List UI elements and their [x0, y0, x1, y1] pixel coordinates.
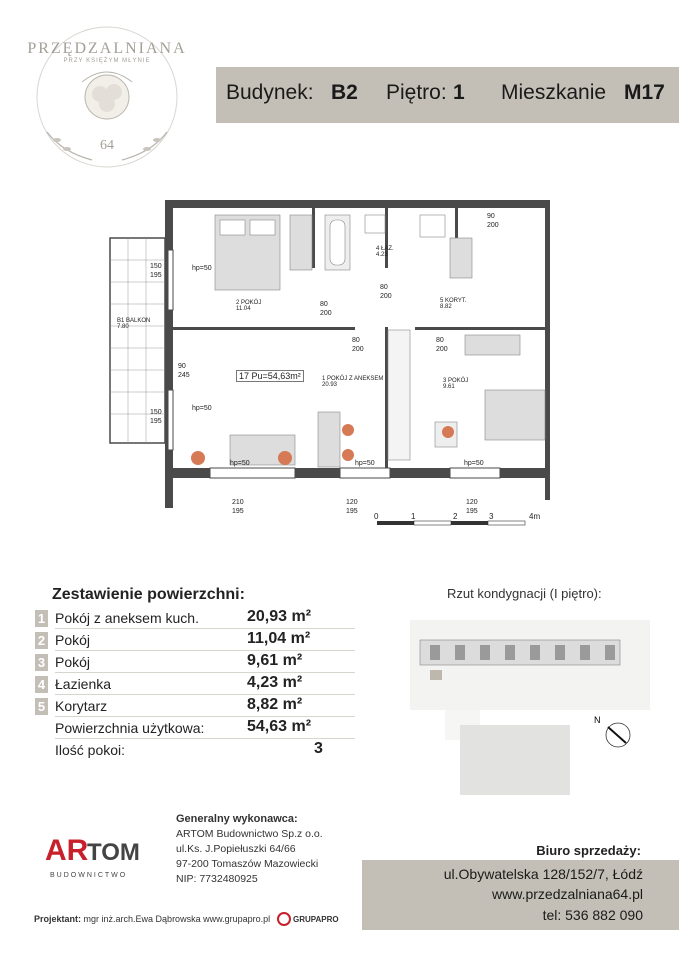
- summary-row: [35, 698, 355, 716]
- dim-door-room2: 80 200: [320, 301, 332, 317]
- hp-label-3: hp=50: [230, 460, 250, 467]
- floor-plan: [90, 190, 550, 530]
- room-5-label: 5 KORYT. 8.82: [440, 298, 467, 310]
- rooms-count-value: 3: [314, 740, 323, 757]
- room-1-label: 1 POKÓJ Z ANEKSEM 20.93: [322, 376, 384, 388]
- row-number: 2: [35, 632, 48, 649]
- room-2-label: 2 POKÓJ 11.04: [236, 300, 262, 312]
- header-band: [216, 67, 679, 123]
- grupapro-logo: [276, 908, 346, 930]
- pietro-label: Piętro:: [386, 81, 447, 104]
- row-divider: [55, 628, 355, 629]
- mieszkanie-label: Mieszkanie: [501, 81, 607, 104]
- total-value: 54,63 m²: [247, 718, 312, 735]
- row-divider: [55, 650, 355, 651]
- contractor-line: NIP: 7732480925: [176, 873, 258, 885]
- mieszkanie-value: M17: [624, 81, 665, 104]
- row-value: 20,93 m²: [247, 608, 312, 625]
- row-label: Korytarz: [55, 698, 108, 714]
- contractor-block: [176, 812, 323, 887]
- summary-rooms-row: [35, 742, 355, 760]
- north-label: N: [594, 715, 601, 725]
- dim-window-3: 120 195: [466, 499, 478, 515]
- summary-total-row: [35, 720, 355, 738]
- dim-entry-door: 90 200: [487, 213, 499, 229]
- hp-label-2: hp=50: [192, 405, 212, 412]
- row-label: Pokój: [55, 654, 91, 670]
- summary-row: [35, 676, 355, 694]
- budynek-label: Budynek:: [226, 81, 314, 104]
- row-divider: [55, 738, 355, 739]
- contractor-title: Generalny wykonawca:: [176, 813, 298, 825]
- room-4-label: 4 ŁAZ. 4.23: [376, 246, 394, 258]
- artom-sub: BUDOWNICTWO: [50, 872, 128, 879]
- rooms-count-label: Ilość pokoi:: [55, 742, 126, 758]
- sales-website[interactable]: www.przedzalniana64.pl: [492, 886, 643, 902]
- row-divider: [55, 716, 355, 717]
- hp-label-1: hp=50: [192, 265, 212, 272]
- summary-row: [35, 654, 355, 672]
- artom-brand-ar: AR: [45, 834, 89, 867]
- balcony-label: B1 BALKON 7.80: [117, 318, 151, 330]
- unit-area-label: 17 Pu=54,63m²: [236, 370, 304, 382]
- logo-name: PRZĘDZALNIANA: [27, 40, 187, 57]
- scale-2: 2: [453, 512, 458, 521]
- designer-text: mgr inż.arch.Ewa Dąbrowska www.grupapro.pl: [83, 914, 271, 924]
- logo-number: 64: [100, 138, 114, 153]
- sales-phone[interactable]: tel: 536 882 090: [542, 907, 643, 923]
- room-3-label: 3 POKÓJ 9.61: [443, 378, 469, 390]
- row-value: 8,82 m²: [247, 696, 303, 713]
- row-divider: [55, 694, 355, 695]
- dim-window-1: 210 195: [232, 499, 244, 515]
- artom-brand-tom: TOM: [87, 839, 140, 866]
- dim-door-room3: 80 200: [436, 337, 448, 353]
- row-number: 5: [35, 698, 48, 715]
- sales-band: [362, 860, 679, 930]
- row-label: Łazienka: [55, 676, 112, 692]
- dim-door-bath: 80 200: [380, 284, 392, 300]
- summary-row: [35, 632, 355, 650]
- grupapro-text: GRUPAPRO: [293, 915, 339, 924]
- contractor-line: ARTOM Budownictwo Sp.z o.o.: [176, 828, 323, 840]
- artom-logo: [45, 825, 165, 885]
- summary-row: [35, 610, 355, 628]
- dim-balcony-bottom: 150 195: [150, 409, 162, 425]
- scale-4: 4m: [529, 512, 541, 521]
- logo-tagline: PRZY KSIĘŻYM MŁYNIE: [63, 58, 151, 64]
- row-number: 1: [35, 610, 48, 627]
- designer-line: [34, 914, 270, 924]
- contractor-line: ul.Ks. J.Popiełuszki 64/66: [176, 843, 296, 855]
- budynek-value: B2: [331, 81, 358, 104]
- hp-label-4: hp=50: [355, 460, 375, 467]
- pietro-value: 1: [453, 81, 465, 104]
- summary-title: Zestawienie powierzchni:: [52, 586, 245, 603]
- dim-balcony-top: 150 195: [150, 263, 162, 279]
- hp-label-5: hp=50: [464, 460, 484, 467]
- scale-1: 1: [411, 512, 416, 521]
- row-label: Pokój: [55, 632, 91, 648]
- row-label: Pokój z aneksem kuch.: [55, 610, 199, 626]
- row-value: 9,61 m²: [247, 652, 303, 669]
- dim-balcony-door: 90 245: [178, 363, 190, 379]
- scale-3: 3: [489, 512, 494, 521]
- designer-label: Projektant:: [34, 914, 82, 924]
- row-divider: [55, 672, 355, 673]
- keyplan-label: Rzut kondygnacji (I piętro):: [447, 586, 602, 601]
- sales-address: ul.Obywatelska 128/152/7, Łódź: [443, 866, 643, 882]
- keyplan-image: [400, 610, 660, 810]
- row-number: 3: [35, 654, 48, 671]
- row-value: 4,23 m²: [247, 674, 303, 691]
- contractor-line: 97-200 Tomaszów Mazowiecki: [176, 858, 319, 870]
- total-label: Powierzchnia użytkowa:: [55, 720, 205, 736]
- dim-window-2: 120 195: [346, 499, 358, 515]
- scale-0: 0: [374, 512, 379, 521]
- sales-title: Biuro sprzedaży:: [536, 843, 641, 858]
- row-number: 4: [35, 676, 48, 693]
- dim-door-living: 80 200: [352, 337, 364, 353]
- row-value: 11,04 m²: [247, 630, 311, 647]
